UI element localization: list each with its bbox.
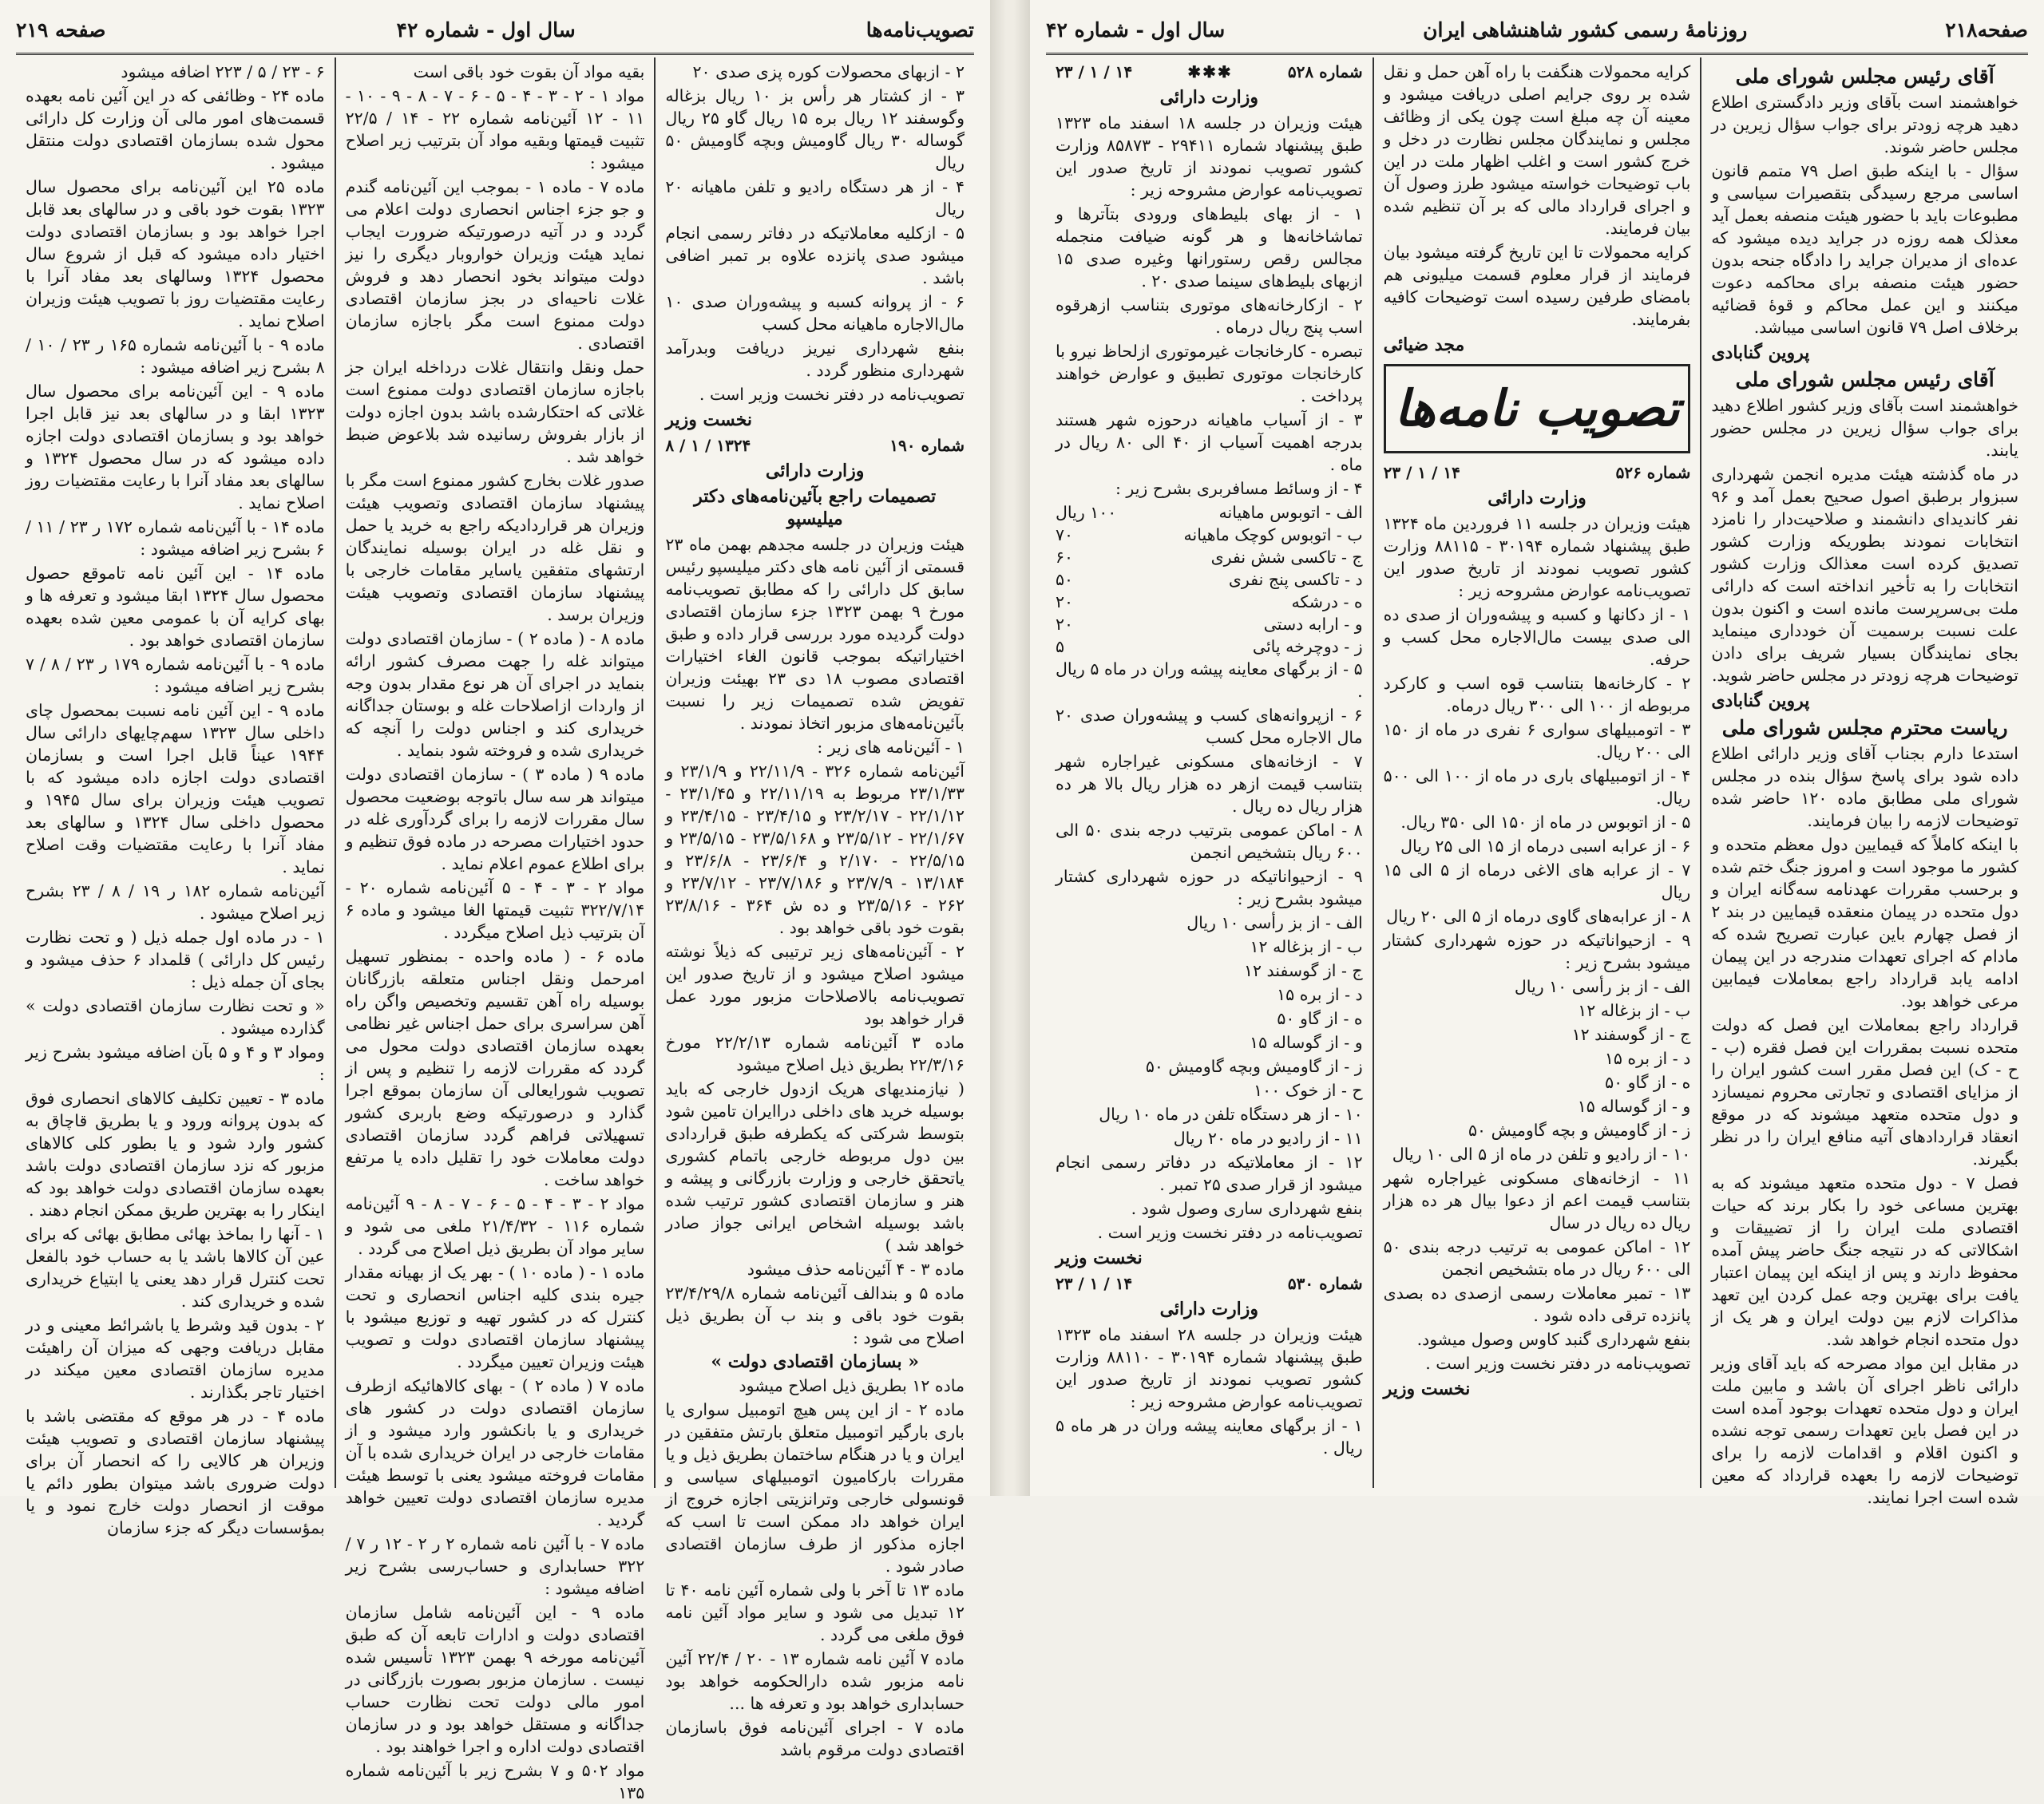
fare-value: ۱۰۰ ریال: [1055, 503, 1117, 522]
fare-value: ۲۰: [1055, 592, 1074, 611]
paragraph: « بسازمان اقتصادی دولت »: [711, 1351, 919, 1372]
list-item: ۱ - از دکانها و کسبه و پیشه‌وران از صدی ده الی صدی بیست مال‌الاجاره محل کسب و حرفه.: [1383, 605, 1691, 669]
paragraph: ماده ۶ - ( ماده واحده - بمنظور تسهیل امرحمل ونقل اجناس متعلقه بازرگانان بوسیله راه آهن تقسیم وتخصیص واگن راه آهن سراسری برای حمل اجناس غیر نظامی بعهده سازمان اقتصادی دولت محول می گردد که مقررات لازمه را تنظیم و پس از تصویب شورایعالی آن سازمان بموقع اجرا گذارد و درصورتیکه وضع باربری کشور تسهیلاتی فراهم گردد سازمان اقتصادی دولت معاملات خود را تقلیل داده یا مرتفع خواهد ساخت .: [345, 947, 645, 1189]
paragraph: هیئت وزیران در جلسه ۱۱ فروردین ماه ۱۳۲۴ طبق پیشنهاد شماره ۳۰۱۹۴ - ۸۸۱۱۵ وزارت کشور تصویب نمودند از تاریخ صدور این تصویب‌نامه عوارض مشروحه زیر :: [1383, 514, 1691, 600]
fare-value: ۲۰: [1055, 615, 1074, 634]
paragraph: خواهشمند است بآقای وزیر کشور اطلاع دهید برای جواب سؤال زیرین در مجلس حضور یابند.: [1711, 396, 2018, 460]
fare-label: و - ارابه دستی: [1263, 615, 1363, 634]
decree-number: شماره ۵۲۸: [1287, 62, 1363, 81]
list-item: ۲ - ازبهای محصولات کوره پزی صدی ۲۰: [692, 62, 965, 81]
paragraph: استدعا دارم بجناب آقای وزیر دارائی اطلاع داده شود برای پاسخ سؤال بنده در مجلس شورای ملی مطابق ماده ۱۲۰ حاضر شده توضیحات لازمه را بیان فرمایند.: [1711, 744, 2018, 830]
paragraph: در مقابل این مواد مصرحه که باید آقای وزیر دارائی ناظر اجرای آن باشد و مابین ملت ایران و دول متحده تعهدات بوجود آمده است در این فصل باین تعهدات رسمی توجه نشده و اکنون اقلام و اقدامات لازمه را برای توضیحات لازمه را بعهده قرارداد که معین شده است اجرا نمایند.: [1711, 1354, 2018, 1507]
column-3: [1046, 57, 1373, 1488]
list-item: ۶ - ازپروانه‌های کسب و پیشه‌وران صدی ۲۰ مال الاجاره محل کسب: [1055, 706, 1363, 747]
list-item: ۴ - از وسائط مسافربری بشرح زیر :: [1115, 479, 1363, 498]
list-item: ۱۳ - تمبر معاملات رسمی ازصدی ده بصدی پانزده ترقی داده شود .: [1383, 1284, 1691, 1325]
left-page: [0, 0, 990, 1802]
paragraph: مواد ۲ - ۳ - ۴ - ۵ آئین‌نامه شماره ۲۰ - ۳۲۲/۷/۱۴ تثبیت قیمتها الغا میشود و ماده ۶ آن بترتیب ذیل اصلاح میگردد .: [345, 878, 645, 942]
list-item: ۴ - از هر دستگاه رادیو و تلفن ماهیانه ۲۰ ریال: [665, 177, 965, 219]
paragraph: ماده ۵ و بندالف آئین‌نامه شماره ۲۳/۴/۲۹/۸ بقوت خود باقی و بند ب آن بطریق ذیل اصلاح می شود :: [665, 1284, 965, 1347]
paragraph: ماده ۷ آئین نامه شماره ۱۳ - ۲۰ / ۲۲/۴ آئین نامه مزبور شده دارالحکومه خواهد بود حسابداری خواهد بود و تعرفه ها ...: [665, 1649, 965, 1713]
decree-date: ۱۴ / ۱ / ۲۳: [1056, 62, 1133, 81]
list-item: ۶ - از عرابه اسبی درماه از ۱۵ الی ۲۵ ریال: [1400, 837, 1691, 856]
paragraph: ۲ - آئین‌نامه‌های زیر ترتیبی که ذیلاً نوشته میشود اصلاح میشود و از تاریخ صدور این تصویب‌نامه بالاصلاحات مزبور مورد عمل قرار خواهد بود: [665, 942, 965, 1028]
sub-item: ه - از گاو ۵۰: [1277, 1009, 1363, 1028]
paragraph: ماده ۹ - با آئین‌نامه شماره ۱۶۵ ر ۲۳ / ۱۰ / ۸ بشرح زیر اضافه میشود :: [25, 335, 325, 377]
decree-date: ۱۳۲۴ / ۱ / ۸: [665, 436, 751, 455]
sub-item: ح - از خوک ۱۰۰: [1254, 1081, 1363, 1100]
list-item: ۱ - از بهای بلیط‌های ورودی بتآترها و تماشاخانه‌ها و هر گونه ضیافت منجمله مجالس رقص رستورانها وغیره صدی ۱۵ ازبهای بلیط‌های سینما صدی ۲۰ .: [1055, 204, 1363, 291]
paragraph: ماده ۴ - در هر موقع که مقتضی باشد با پیشنهاد سازمان اقتصادی و تصویب هیئت وزیران هر کالایی را که انحصار آن برای دولت ضروری باشد میتوان بطور دائم یا موقت از انحصار دولت خارج نمود و یا بمؤسسات دیگر که جزء سازمان: [25, 1406, 325, 1537]
decree-date: ۱۴ / ۱ / ۲۳: [1383, 463, 1460, 482]
signature: نخست وزیر: [1055, 1248, 1143, 1268]
paragraph: فصل ۷ - دول متحده متعهد میشوند که به بهترین مساعی خود را بکار برند که حیات اقتصادی ملت ایران را از تضییقات و اشکالاتی که در نتیجه جنگ حاضر پیش آمده محفوظ دارند و پس از اینکه این پیمان اعتبار یافت برای بهترین وجه عمل کردن این تعهد مذاکرات لازم بین دولت ایران و هر یک از دول متحده انجام خواهد شد.: [1711, 1173, 2019, 1349]
paragraph: ماده ۱۴ - این آئین نامه تاموقع حصول محصول سال ۱۳۲۴ ابقا میشود و تعرفه ها و بهای کرایه آن با عمومی معین شده بعهده سازمان اقتصادی خواهد بود .: [25, 564, 325, 650]
column-1: [654, 57, 974, 1759]
decree-heading: تصمیمات راجع بآئین‌نامه‌های دکتر میلیسپو: [694, 486, 937, 529]
page-number: صفحه۲۱۸: [1945, 18, 2028, 42]
signature: پروین گنابادی: [1711, 690, 1810, 711]
page-number: صفحه ۲۱۹: [16, 18, 106, 42]
paragraph: ۲ - بدون قید وشرط یا باشرائط معینی و در مقابل دریافت وجهی که میزان آن راهیئت مدیره سازمان اقتصادی معین میکند در اختیار تاجر بگذارند .: [25, 1315, 325, 1402]
decree-number: شماره ۵۲۶: [1615, 463, 1691, 482]
list-item: ۲ - ازکارخانه‌های موتوری بتناسب ازهرقوه اسب پنج ریال درماه .: [1055, 295, 1363, 337]
issue-label: سال اول - شماره ۴۲: [1046, 18, 1226, 42]
paragraph: ماده ۹ - این آئین‌نامه برای محصول سال ۱۳۲۳ ابقا و در سالهای بعد نیز قابل اجرا خواهد بود و بسازمان اقتصادی دولت اجازه داده میشود که در سال محصول ۱۳۲۴ و سالهای بعد مفاد آنرا با رعایت مقتضیات روز اصلاح نماید .: [25, 382, 325, 512]
list-item: ۲ - کارخانه‌ها بتناسب قوه اسب و کارکرد مربوطه از ۱۰۰ الی ۳۰۰ ریال درماه.: [1383, 674, 1691, 715]
signature: پروین گنابادی: [1711, 342, 1810, 363]
right-page-header: [1046, 6, 2028, 55]
paragraph: مواد ۵۰۲ و ۷ بشرح زیر با آئین‌نامه شماره ۱۳۵: [345, 1761, 645, 1802]
ministry-heading: وزارت دارائی: [1487, 488, 1586, 508]
fare-label: ب - اتوبوس کوچک ماهیانه: [1183, 525, 1363, 544]
sub-item: ج - از گوسفند ۱۲: [1571, 1025, 1691, 1044]
list-item: ۸ - از عرابه‌های گاوی درماه از ۵ الی ۲۰ ریال: [1386, 907, 1691, 926]
decree-number: شماره ۵۳۰: [1287, 1274, 1363, 1293]
right-page: [1030, 0, 2044, 1507]
list-item: ۹ - ازحیواناتیکه در حوزه شهرداری کشتار میشود بشرح زیر :: [1383, 931, 1691, 972]
fare-label: ج - تاکسی شش نفری: [1210, 548, 1363, 567]
paragraph: مواد ۲ - ۳ - ۴ - ۵ - ۶ - ۷ - ۸ - ۹ آئین‌نامه شماره ۱۱۶ - ۲۱/۴/۳۲ ملغی می شود و سایر مواد آن بطریق ذیل اصلاح می گردد .: [345, 1194, 645, 1258]
list-item: ۹ - ازحیواناتیکه در حوزه شهرداری کشتار میشود بشرح زیر :: [1055, 867, 1363, 908]
paragraph: بنفع شهرداری نیریز دریافت وبدرآمد شهرداری منظور گردد .: [665, 338, 965, 380]
list-item: ۳ - از کشتار هر رأس بز ۱۰ ریال بزغاله وگوسفند ۱۲ ریال بره ۱۵ ریال گاو ۲۵ ریال گوساله ۳۰ ریال گاومیش وبچه گاومیش ۵۰ ریال: [665, 86, 965, 172]
paragraph: ماده ۷ ( ماده ۲ ) - بهای کالاهائیکه ازطرف سازمان اقتصادی دولت در کشور های خریداری و یا بانکشور وارد میشود و از مقامات خارجی در ایران خریداری شده با آن مقامات فروخته میشود یعنی با توسط هیئت مدیره سازمان اقتصادی دولت تعیین خواهد گردید .: [345, 1376, 645, 1529]
fare-row: [1056, 568, 1363, 591]
list-item: ۱۲ - اماکن عمومی به ترتیب درجه بندی ۵۰ الی ۶۰۰ ریال در ماه بتشخیص انجمن: [1383, 1237, 1691, 1279]
paragraph: ماده ۳ آئین‌نامه شماره ۲۲/۲/۱۳ مورخ ۲۲/۳/۱۶ بطریق ذیل اصلاح میشود: [665, 1033, 965, 1074]
list-item: ۷ - ازخانه‌های مسکونی غیراجاره شهر بتناسب قیمت ازهر ده هزار ریال بالا هر ده هزار ریال ده ریال .: [1055, 752, 1363, 816]
list-item: ۷ - از عرابه های الاغی درماه از ۵ الی ۱۵ ریال: [1383, 860, 1691, 902]
list-item: ۵ - ازکلیه معاملاتیکه در دفاتر رسمی انجام میشود صدی پانزده علاوه بر تمبر اضافی باشد .: [665, 224, 965, 287]
letter-heading: ریاست محترم مجلس شورای ملی: [1721, 716, 2008, 739]
column-2: [335, 57, 655, 1802]
paragraph: هیئت وزیران در جلسه مجدهم بهمن ماه ۲۳ قسمتی از آئین نامه های دکتر میلیسپو رئیس سابق کل دارائی را که مطابق تصویب‌نامه مورخ ۹ بهمن ۱۳۲۳ جزء سازمان اقتصادی دولت گردیده مورد بررسی قرار داده و طبق اختیاراتیکه بموجب قانون الغاء اختیارات اقتصادی مصوب ۱۸ دی ۲۳ بهیئت وزیران تفویض شده تصمیمات زیر را نسبت بآئین‌نامه‌های مزبور اتخاذ نمودند .: [665, 535, 965, 733]
fare-row: [1056, 591, 1363, 613]
column-2: [1373, 57, 1701, 1488]
paragraph: ماده ۳ - ۴ آئین‌نامه حذف میشود: [747, 1260, 965, 1279]
sub-item: و - از گوساله ۱۵: [1250, 1033, 1363, 1052]
paragraph: ومواد ۳ و ۴ و ۵ بآن اضافه میشود بشرح زیر :: [25, 1042, 325, 1084]
paragraph: قرارداد راجع بمعاملات این فصل که دولت متحده نسبت بمقررات این فصل فقره (ب - ح - ک) این فصل مقرر است کشور ایران را از مزایای اقتصادی و تجارتی محروم نمیسازد و دول متحده متعهد میشوند که در موقع انعقاد قراردادهای آتیه منافع ایران را در نظر بگیرند.: [1711, 1015, 2018, 1169]
paragraph: ۱ - آئین‌نامه های زیر :: [817, 738, 965, 757]
fare-row: [1056, 613, 1363, 635]
paragraph: ماده ۲۴ - وظائفی که در این آئین نامه بعهده قسمت‌های امور مالی آن وزارت کل دارائی محول شده بسازمان اقتصادی دولت منتقل میشود .: [25, 86, 325, 172]
paragraph: کرایه محمولات تا این تاریخ گرفته میشود بیان فرمایند از قرار معلوم قسمت میلیونی هم بامضای طرفین رسیده است توضیحات کافیه بفرمایند.: [1383, 243, 1691, 329]
sub-item: د - از بره ۱۵: [1277, 985, 1363, 1004]
paragraph: حمل ونقل وانتقال غلات درداخله ایران جز باجازه سازمان اقتصادی دولت ممنوع است غلاتی که احتکارشده باشد بدون اجازه دولت از بازار بفروش رسانیده شد بلاعوض ضبط خواهد شد .: [345, 358, 645, 466]
paragraph: ماده ۲ - از این پس هیچ اتومبیل سواری یا باری بارگیر اتومبیل متعلق بارتش متفقین در ایران و یا در هنگام ساختمان بطریق ذیل و یا مقررات بارکامیون اتومبیلهای سیاسی و قونسولی خارجی وترانزیتی اجازه خروج از ایران خواهد داد ممکن است تا اسب که اجازه مذکور از طرف سازمان اقتصادی صادر شود .: [665, 1400, 965, 1576]
left-page-columns: [16, 57, 974, 1802]
decree-number-row: [665, 434, 965, 457]
newspaper-title: روزنامهٔ رسمی کشور شاهنشاهی ایران: [1423, 18, 1748, 42]
paragraph: خواهشمند است بآقای وزیر دادگستری اطلاع دهید هرچه زودتر برای جواب سؤال زیرین در مجلس حاضر شوند.: [1711, 93, 2018, 156]
paragraph: ماده ۹ - این آئین نامه نسبت بمحصول چای داخلی سال ۱۳۲۳ سهم‌چایهای دارائی سال ۱۹۴۴ عیناً قابل اجرا است و بسازمان اقتصادی دولت اجازه داده میشود که با تصویب هیئت وزیران برای سال ۱۹۴۵ و محصول داخلی سال ۱۳۲۴ و سالهای بعد مفاد آنرا با رعایت مقتضیات وقت اصلاح نماید .: [25, 701, 325, 876]
list-item: ۵ - از اتوبوس در ماه از ۱۵۰ الی ۳۵۰ ریال.: [1400, 813, 1691, 832]
list-item: ۴ - از اتومبیلهای باری در ماه از ۱۰۰ الی ۵۰۰ ریال.: [1383, 766, 1691, 808]
sub-item: الف - از بز رأسی ۱۰ ریال: [1186, 913, 1363, 932]
paragraph: ماده ۷ - با آئین نامه شماره ۲ ر ۲ - ۱۲ ر ۷ / ۳۲۲ حسابداری و حساب‌رسی بشرح زیر اضافه میشود :: [345, 1534, 645, 1598]
fare-label: ز - دوچرخه پائی: [1252, 637, 1363, 656]
decree-number-row: [1056, 1272, 1363, 1295]
column-1: [1700, 57, 2028, 1507]
sub-item: ز - از گاومیش و بچه گاومیش ۵۰: [1468, 1121, 1691, 1140]
paragraph: آئین‌نامه شماره ۱۸۲ ر ۱۹ / ۸ / ۲۳ بشرح زیر اصلاح میشود .: [25, 881, 325, 923]
issue-label: سال اول - شماره ۴۲: [396, 18, 576, 42]
paragraph: ۱ - آنها را بماخذ بهائی مطابق بهائی که برای عین آن کالاها باشد یا به حساب خود بالفعل تحت کنترل قرار دهد یعنی یا ابتیاع خریداری شده و خریداری کند .: [25, 1224, 325, 1311]
paragraph: ماده ۹ - این آئین‌نامه شامل سازمان اقتصادی دولت و ادارات تابعه آن که طبق آئین‌نامه مورخه ۹ بهمن ۱۳۲۳ تأسیس شده نیست . سازمان مزبور بصورت بازرگانی در امور مالی دولت تحت نظارت حساب جداگانه و مستقل خواهد بود و در سازمان اقتصادی دولت اداره و اجرا خواهند بود .: [345, 1603, 645, 1756]
fare-row: [1056, 524, 1363, 546]
sub-item: ب - از بزغاله ۱۲: [1250, 937, 1363, 956]
list-item: ۱۱ - ازخانه‌های مسکونی غیراجاره شهر بتناسب قیمت اعم از دعوا بیال هر ده هزار ریال ده ریال در سال: [1383, 1169, 1691, 1232]
fare-label: ه - درشکه: [1291, 592, 1363, 611]
paragraph: ۱ - از برگهای معاینه پیشه وران در هر ماه ۵ ریال .: [1055, 1416, 1363, 1458]
fare-value: ۵۰: [1055, 570, 1074, 589]
fare-row: [1056, 635, 1363, 658]
letter-heading: آقای رئیس مجلس شورای ملی: [1735, 368, 1994, 391]
paragraph: صدور غلات بخارج کشور ممنوع است مگر با پیشنهاد سازمان اقتصادی وتصویب هیئت وزیران هر قراردادیکه راجع به خرید یا حمل و نقل غله در ایران بوسیله نمایندگان ارتشهای متفقین یاسایر مقامات خارجی با پیشنهاد سازمان اقتصادی وتصویب هیئت وزیران برسد .: [345, 471, 645, 624]
signature: نخست وزیر: [665, 409, 753, 430]
fare-row: [1056, 501, 1363, 524]
paragraph: ۶ - ۲۳ / ۵ / ۲۲۳ اضافه میشود: [121, 62, 325, 81]
sub-item: و - از گوساله ۱۵: [1577, 1097, 1691, 1116]
paragraph: « و تحت نظارت سازمان اقتصادی دولت » گذارده میشود .: [25, 996, 325, 1038]
fare-value: ۷۰: [1055, 525, 1074, 544]
signature: مجد ضیائی: [1383, 334, 1465, 355]
fare-label: د - تاکسی پنج نفری: [1228, 570, 1363, 589]
sub-item: ه - از گاو ۵۰: [1605, 1073, 1691, 1092]
paragraph: بقیه مواد آن بقوت خود باقی است: [413, 62, 645, 81]
fare-row: [1056, 546, 1363, 568]
list-item: ۳ - از آسیاب ماهیانه درحوزه شهر هستند بدرجه اهمیت آسیاب از ۴۰ الی ۸۰ ریال در ماه .: [1055, 410, 1363, 474]
paragraph: ( نیازمندیهای هریک ازدول خارجی که باید بوسیله خرید های داخلی دراایران تامین شود بتوسط شرکتی که یکطرفه طبق قراردادی بین دول مربوطه خارجی باتمام کشوری یاتحقق خارجی و وزارت بازرگانی و پیشه و هنر و سازمان اقتصادی کشور ترتیب شده باشد بوسیله اشخاص ایرانی جواز صادر خواهد شد ): [665, 1079, 965, 1255]
paragraph: تبصره - کارخانجات غیرموتوری ازلحاظ نیرو با کارخانجات موتوری تطبیق و عوارض خواهند پرداخت .: [1055, 342, 1363, 406]
fare-value: ۶۰: [1055, 548, 1074, 567]
paragraph: بنفع شهرداری گنبد کاوس وصول میشود.: [1416, 1330, 1691, 1349]
decree-number: شماره ۱۹۰: [889, 436, 965, 455]
decree-date: ۱۴ / ۱ / ۲۳: [1055, 1274, 1133, 1293]
decree-number-row: [1384, 461, 1691, 484]
paragraph: آئین‌نامه شماره ۳۲۶ - ۲۲/۱۱/۹ و ۲۳/۱/۹ و ۲۳/۱/۳۳ مربوط به ۲۲/۱۱/۱۹ و ۲۳/۱/۴۵ - ۲۲/۱/۱۲ - ۲۳/۲/۱۷ و ۲۳/۴/۱۵ - ۲۳/۴/۱۵ و ۲۲/۱/۶۷ - ۲۳/۵/۱۲ و ۲۳/۵/۱۶۸ - ۲۳/۵/۱۵ و ۲۲/۵/۱۵ - ۲/۱۷۰ و ۲۳/۶/۴ - ۲۳/۶/۸ و ۱۳/۱۸۴ - ۲۳/۷/۹ و ۲۳/۷/۱۸۶ - ۲۳/۷/۱۲ و ۲۶۲ - ۲۳/۵/۱۶ و ده ش ۳۶۴ - ۲۳/۸/۱۶ بقوت خود باقی خواهد بود .: [665, 762, 965, 937]
paragraph: سؤال - با اینکه طبق اصل ۷۹ متمم قانون اساسی مرجع رسیدگی بتقصیرات سیاسی و مطبوعات باید با حضور هیئت منصفه بعمل آید معذلک همه روزه در جراید دیده میشود که عده‌ای از مدیران جراید را دادگاه جنحه بدون حضور هیئت منصفه برای محاکمه دعوت میکنند و این عمل محاکم و قوهٔ قضائیه برخلاف اصل ۷۹ قانون اساسی میباشد.: [1711, 161, 2019, 337]
ministry-heading: وزارت دارائی: [765, 461, 865, 481]
paragraph: با اینکه کاملاً که قیمایین دول معظم متحده و کشور ما موجود است و امروز جنگ ختم شده و برحسب مقررات عهدنامه سه‌گانه ایران و دول متحده در پیمان منعقده قیمایین در بند ۲ از فصل چهارم باین عبارت تصریح شده که مادام که اجرای تعهدات مندرجه در این پیمان ادامه یابد قرارداد راجع بمعاملات فیمابین مرعی خواهد بود.: [1711, 835, 2018, 1011]
paragraph: ۱ - در ماده اول جمله ذیل ( و تحت نظارت رئیس کل دارائی ) قلمداد ۶ حذف میشود و بجای آن جمله ذیل :: [25, 928, 325, 991]
sub-item: ز - از گاومیش وبچه گاومیش ۵۰: [1145, 1057, 1363, 1076]
sub-item: الف - از بز رأسی ۱۰ ریال: [1514, 977, 1691, 996]
paragraph: تصویب‌نامه در دفتر نخست وزیر است .: [1097, 1223, 1363, 1242]
list-item: ۵ - از برگهای معاینه پیشه وران در ماه ۵ ریال .: [1055, 659, 1363, 701]
paragraph: ماده ۹ ( ماده ۳ ) - سازمان اقتصادی دولت میتواند هر سه سال باتوجه بوضعیت محصول سال مقررات لازمه را برای گردآوری غله در حدود اختیارات مصرحه در ماده فوق تنظیم و برای اطلاع عموم اعلام نماید .: [345, 765, 645, 873]
list-item: ۱۰ - از رادیو و تلفن در ماه از ۵ الی ۱۰ ریال: [1392, 1145, 1691, 1164]
sub-item: ب - از بزغاله ۱۲: [1578, 1001, 1691, 1020]
paragraph: ماده ۷ - اجرای آئین‌نامه فوق باسازمان اقتصادی دولت مرقوم باشد: [665, 1718, 965, 1759]
list-item: ۶ - از پروانه کسبه و پیشه‌وران صدی ۱۰ مال‌الاجاره ماهیانه محل کسب: [665, 292, 965, 334]
paragraph: در ماه گذشته هیئت مدیره انجمن شهرداری سبزوار برطبق اصول صحیح بعمل آمد و ۹۶ نفر کاندیدای دانشمند و صلاحیت‌دار را نامزد انتخابات نمودند بطوریکه وزارت کشور تصدیق کرده است معذالک وزارت کشور انتخابات را به تأخیر انداخته است که دارائی ملت بی‌سرپرست مانده است و اکنون بدون علت نسبت برسمیت آن خودداری مینماید بجای نمایندگان بسیار شریف برای دادن توضیحات هرچه زودتر در مجلس حاضر شوید.: [1711, 465, 2018, 685]
paragraph: تصویب‌نامه در دفتر نخست وزیر است .: [1425, 1354, 1691, 1373]
sub-item: د - از بره ۱۵: [1604, 1049, 1691, 1068]
paragraph: بنفع شهرداری ساری وصول شود .: [1131, 1199, 1363, 1218]
ministry-heading: وزارت دارائی: [1159, 1299, 1259, 1319]
paragraph: تصویب‌نامه در دفتر نخست وزیر است .: [699, 385, 965, 404]
paragraph: ماده ۲۵ این آئین‌نامه برای محصول سال ۱۳۲۳ بقوت خود باقی و در سالهای بعد قابل اجرا خواهد بود و بسازمان اقتصادی دولت اختیار داده میشود که قبل از شروع سال محصول ۱۳۲۴ وسالهای بعد مفاد آنرا با رعایت مقتضیات روز با تصویب هیئت وزیران اصلاح نماید .: [25, 177, 325, 330]
separator-stars: ✱✱✱: [1187, 62, 1233, 81]
list-item: ۱۲ - از معاملاتیکه در دفاتر رسمی انجام میشود از قرار صدی ۲۵ تمبر .: [1055, 1153, 1363, 1194]
paragraph: هیئت وزیران در جلسه ۱۸ اسفند ماه ۱۳۲۳ طبق پیشنهاد شماره ۲۹۴۱۱ - ۸۵۸۷۳ وزارت کشور تصویب نمودند از تاریخ صدور این تصویب‌نامه عوارض مشروحه زیر :: [1055, 113, 1363, 200]
book-gutter: [990, 0, 1030, 1496]
paragraph: ماده ۱ - ( ماده ۱۰ ) - بهر یک از بهیانه مقدار جیره بندی کلیه اجناس انحصاری و تحت کنترل که در کشور تهیه و توزیع میشود با پیشنهاد سازمان اقتصادی دولت و تصویب هیئت وزیران تعیین میگردد .: [345, 1263, 645, 1371]
paragraph: ماده ۱۴ - با آئین‌نامه شماره ۱۷۲ ر ۲۳ / ۱۱ / ۶ بشرح زیر اضافه میشود :: [25, 517, 325, 559]
paragraph: ماده ۹ - با آئین‌نامه شماره ۱۷۹ ر ۲۳ / ۸ / ۷ بشرح زیر اضافه میشود :: [25, 655, 325, 696]
section-banner: تصویب نامه‌ها: [1384, 364, 1691, 453]
left-page-header: [16, 6, 974, 55]
paragraph: ماده ۱۲ بطریق ذیل اصلاح میشود: [739, 1376, 965, 1395]
paragraph: کرایه محمولات هنگفت با راه آهن حمل و نقل شده بر روی جرایم اصلی دریافت میشود و معینه آن چه مبلغ است چون یکی از وظائف مجلس و نمایندگان مجلس نظارت در دخل و خرج کشور است و اغلب اظهار ملت در این باب توضیحات خواسته میشود طرز وصول آن و اجرای قرارداد مالی که بر آن تنظیم شده بیان فرمایند.: [1383, 62, 1691, 238]
list-item: ۱۱ - از رادیو در ماه ۲۰ ریال: [1173, 1129, 1363, 1148]
letter-heading: آقای رئیس مجلس شورای ملی: [1735, 65, 1994, 88]
paragraph: هیئت وزیران در جلسه ۲۸ اسفند ماه ۱۳۲۳ طبق پیشنهاد شماره ۳۰۱۹۴ - ۸۸۱۱۰ وزارت کشور تصویب نمودند از تاریخ صدور این تصویب‌نامه عوارض مشروحه زیر :: [1055, 1325, 1363, 1411]
signature: نخست وزیر: [1383, 1379, 1471, 1399]
fare-label: الف - اتوبوس ماهیانه: [1218, 503, 1363, 522]
decree-number-row: [1056, 61, 1363, 83]
fare-value: ۵: [1055, 637, 1064, 656]
column-3: [16, 57, 335, 1537]
right-page-columns: [1046, 57, 2028, 1507]
paragraph: ماده ۸ - ( ماده ۲ ) - سازمان اقتصادی دولت میتواند غله را جهت مصرف کشور ارائه بنماید در اجرای آن هر نوع مقدار بدون وجه از واردات ازاصلاحات غله و بوستان جداگانه خریداری کند و اجناس دولت را آنچه که خریداری شده و فروخته شود بنماید .: [345, 629, 645, 760]
list-item: ۱۰ - از هر دستگاه تلفن در ماه ۱۰ ریال: [1099, 1105, 1363, 1124]
paragraph: ماده ۳ - تعیین تکلیف کالاهای انحصاری فوق که بدون پروانه ورود و یا بطریق قاچاق به کشور وارد شود و یا بطور کلی کالاهای مزبور که نزد سازمان اقتصادی دولت باشد بعهده سازمان اقتصادی دولت خواهد بود که اینکار را به بهترین طریق ممکن انجام دهند .: [25, 1089, 325, 1220]
paragraph: ماده ۱۳ تا آخر با ولی شماره آئین نامه ۴۰ تا ۱۲ تبدیل می شود و سایر مواد آئین نامه فوق ملغی می گردد .: [665, 1580, 965, 1644]
sub-item: ج - از گوسفند ۱۲: [1243, 961, 1363, 980]
paragraph: مواد ۱ - ۲ - ۳ - ۴ - ۵ - ۶ - ۷ - ۸ - ۹ - ۱۰ - ۱۱ - ۱۲ آئین‌نامه شماره ۲۲ - ۱۴ / ۲۲/۵ تثبیت قیمتها وبقیه مواد آن بترتیب زیر اصلاح میشود :: [345, 86, 645, 172]
paragraph: ماده ۷ - ماده ۱ - بموجب این آئین‌نامه گندم و جو جزء اجناس انحصاری دولت اعلام می گردد و در آتیه درصورتیکه ضرورت ایجاب نماید هیئت وزیران خواروبار دیگری را نیز دولت میتواند بخود انحصار دهد و فروش غلات ناحیه‌ای در بجز سازمان اقتصادی دولت ممنوع است مگر باجازه سازمان اقتصادی .: [345, 177, 645, 353]
ministry-heading: وزارت دارائی: [1159, 87, 1259, 108]
list-item: ۳ - اتومبیلهای سواری ۶ نفری در ماه از ۱۵۰ الی ۲۰۰ ریال.: [1383, 720, 1691, 762]
list-item: ۸ - اماکن عمومی بترتیب درجه بندی ۵۰ الی ۶۰۰ ریال بتشخیص انجمن: [1055, 821, 1363, 862]
section-title: تصویب‌نامه‌ها: [866, 18, 974, 42]
